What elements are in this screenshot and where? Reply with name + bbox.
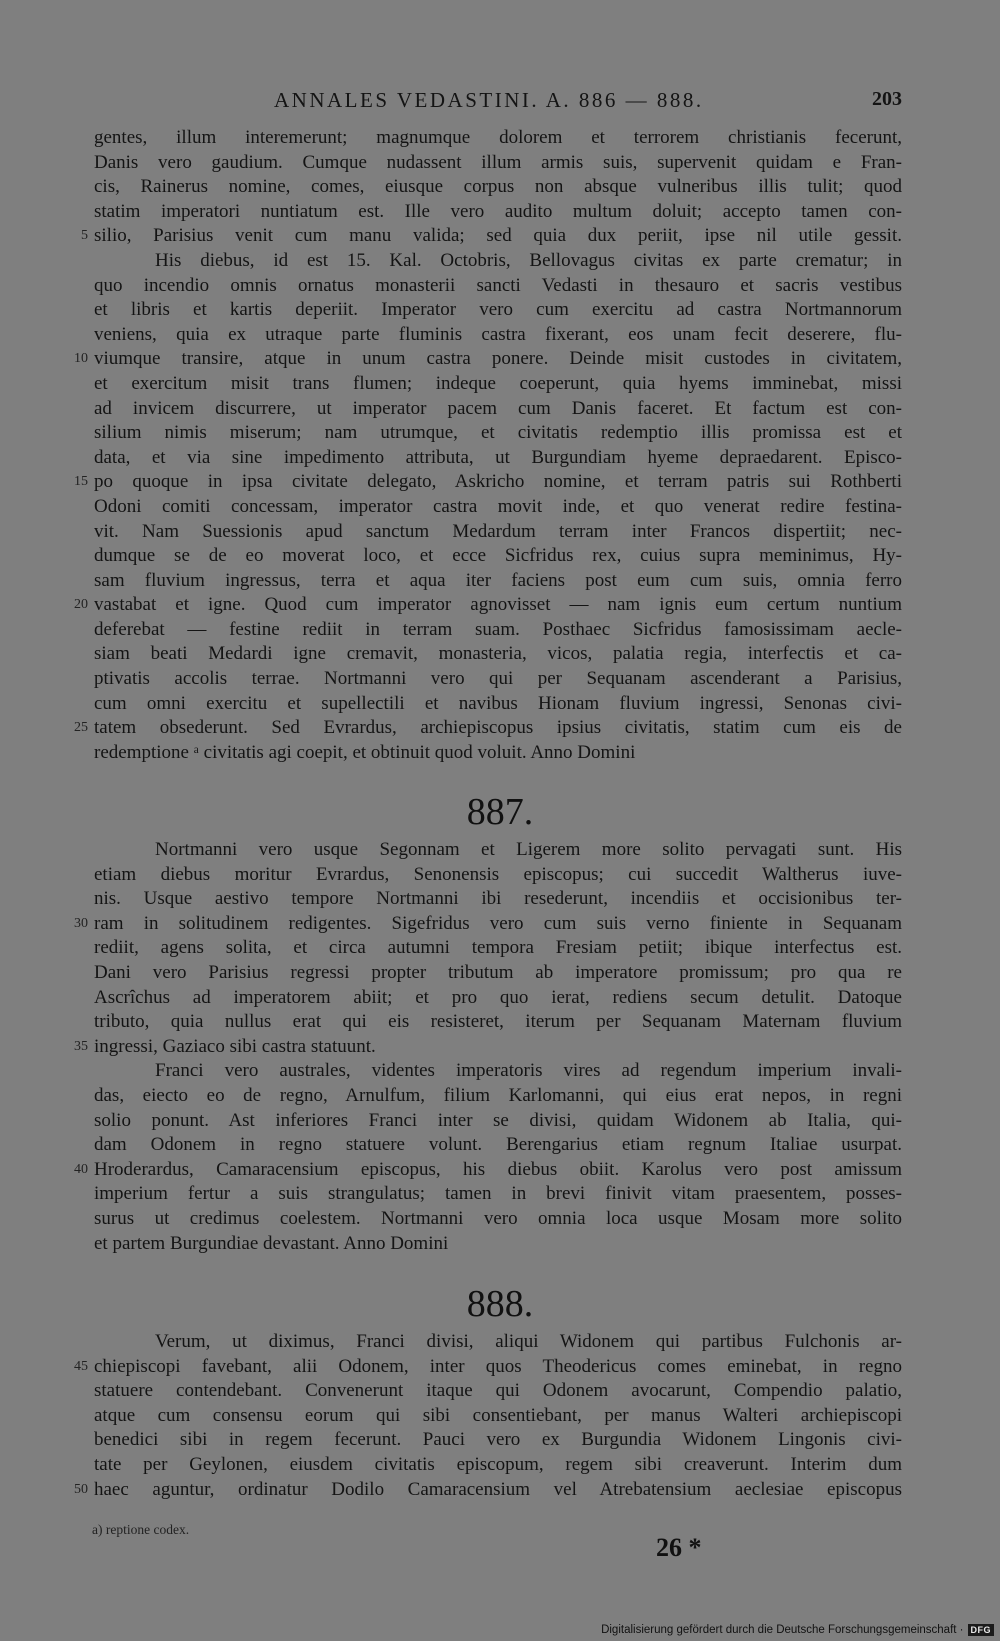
text-block-888: [74, 1330, 902, 1502]
text-line: [94, 175, 902, 200]
line-text: tributo, quia nullus erat qui eis resisteret, iterum per Sequanam Maternam fluvium: [94, 1011, 902, 1033]
text-line: [94, 741, 902, 766]
line-text: statim imperatori nuntiatum est. Ille vero audito multum doluit; accepto tamen con-: [94, 200, 902, 222]
text-line: [74, 1355, 902, 1380]
line-number: 45: [74, 1358, 88, 1374]
text-line: [94, 863, 902, 888]
line-text: ptivatis accolis terrae. Nortmanni vero qui per Sequanam ascenderant a Parisius,: [94, 668, 902, 690]
line-text: sam fluvium ingressus, terra et aqua iter faciens post eum cum suis, omnia ferro: [94, 569, 902, 591]
text-line: [74, 1035, 902, 1060]
text-line: [74, 470, 902, 495]
text-line: [94, 200, 902, 225]
line-text: tate per Geylonen, eiusdem civitatis episcopum, regem sibi creaverunt. Interim dum: [94, 1453, 902, 1475]
line-text: vit. Nam Suessionis apud sanctum Medardum terram inter Francos dispertiit; nec-: [94, 520, 902, 542]
line-number: 30: [74, 915, 88, 931]
line-text: haec aguntur, ordinatur Dodilo Camaracensium vel Atrebatensium aeclesiae episcopus: [94, 1478, 902, 1500]
text-line: [94, 1133, 902, 1158]
text-line: [94, 936, 902, 961]
text-line: [94, 249, 902, 274]
page-number: 203: [872, 88, 902, 110]
line-text: Dani vero Parisius regressi propter tributum ab imperatore promissum; pro qua re: [94, 961, 902, 983]
line-text: quo incendio omnis ornatus monasterii sancti Vedasti in thesauro et sacris vestibus: [94, 274, 902, 296]
line-number: 50: [74, 1481, 88, 1497]
page-header: [94, 88, 902, 116]
line-text: et exercitum misit trans flumen; indeque coeperunt, quia hyems imminebat, missi: [94, 372, 902, 394]
line-text: surus ut credimus coelestem. Nortmanni vero omnia loca usque Mosam more solito: [94, 1207, 902, 1229]
line-text: statuere contendebant. Convenerunt itaque qui Odonem avocarunt, Compendio palatio,: [94, 1380, 902, 1402]
text-line: [94, 323, 902, 348]
text-line: [94, 126, 902, 151]
line-text: viumque transire, atque in unum castra ponere. Deinde misit custodes in civitatem,: [94, 348, 902, 370]
line-text: vastabat et igne. Quod cum imperator agnovisset — nam ignis eum certum nuntium: [94, 594, 902, 616]
line-text: Ascrîchus ad imperatorem abiit; et pro quo ierat, rediens secum detulit. Datoque: [94, 986, 902, 1008]
text-line: [94, 520, 902, 545]
line-text: deferebat — festine rediit in terram suam. Posthaec Sicfridus famosissimam aecle-: [94, 618, 902, 640]
line-text: chiepiscopi favebant, alii Odonem, inter quos Theodericus comes eminebat, in regno: [94, 1355, 902, 1377]
year-heading-888: 888.: [466, 1283, 534, 1325]
line-text: siam beati Medardi igne cremavit, monasteria, vicos, palatia regia, interfectis et ca-: [94, 643, 902, 665]
line-text: cum omni exercitu et supellectili et navibus Hionam fluvium ingressi, Senonas civi-: [94, 692, 902, 714]
text-line: [94, 961, 902, 986]
line-text: solio ponunt. Ast inferiores Franci inter se divisi, quidam Widonem ab Italia, qui-: [94, 1109, 902, 1131]
line-text: nis. Usque aestivo tempore Nortmanni ibi resederunt, incendiis et occisionibus ter-: [94, 888, 902, 910]
text-block-887: [74, 838, 902, 1256]
line-text: Nortmanni vero usque Segonnam et Ligerem more solito pervagati sunt. His: [155, 839, 902, 860]
line-text: et partem Burgundiae devastant. Anno Domini: [94, 1232, 449, 1254]
line-text: ad invicem discurrere, ut imperator pacem cum Danis faceret. Et factum est con-: [94, 397, 902, 419]
line-text: tatem obsederunt. Sed Evrardus, archiepiscopus ipsius civitatis, statim cum eis de: [94, 717, 902, 739]
year-heading-887: 887.: [466, 791, 534, 833]
text-line: [74, 1478, 902, 1503]
line-number: 5: [81, 228, 88, 244]
text-line: [74, 347, 902, 372]
line-text: redemptione ᵃ civitatis agi coepit, et obtinuit quod voluit. Anno Domini: [94, 741, 636, 763]
line-text: das, eiecto eo de regno, Arnulfum, filium Karlomanni, qui eius erat nepos, in regni: [94, 1084, 902, 1106]
running-title: ANNALES VEDASTINI. A. 886 — 888.: [274, 88, 704, 112]
line-text: Hroderardus, Camaracensium episcopus, his diebus obiit. Karolus vero post amissum: [94, 1158, 902, 1180]
text-line: [94, 1232, 902, 1257]
text-line: [94, 1059, 902, 1084]
line-text: rediit, agens solita, et circa autumni tempora Fresiam petiit; ibique interfectus est.: [94, 937, 902, 959]
text-line: [94, 544, 902, 569]
line-text: atque cum consensu eorum qui sibi consentiebant, per manus Walteri archiepiscopi: [94, 1404, 902, 1426]
line-text: dumque se de eo moverat loco, et ecce Sicfridus rex, cuius supra meminimus, Hy-: [94, 545, 902, 567]
text-line: [94, 838, 902, 863]
digitization-footer: [601, 1622, 994, 1638]
text-line: [94, 1109, 902, 1134]
text-line: [94, 1428, 902, 1453]
footer-text: Digitalisierung gefördert durch die Deutsche Forschungsgemeinschaft ·: [601, 1624, 964, 1636]
line-number: 35: [74, 1038, 88, 1054]
line-text: Danis vero gaudium. Cumque nudassent illum armis suis, supervenit quidam e Fran-: [94, 151, 902, 173]
line-text: Odoni comiti concessam, imperator castra movit inde, et quo venerat redire festina-: [94, 495, 902, 517]
line-text: data, et via sine impedimento attributa, ut Burgundiam hyeme depraedarent. Episco-: [94, 446, 902, 468]
text-line: [94, 495, 902, 520]
line-text: Verum, ut diximus, Franci divisi, aliqui Widonem qui partibus Fulchonis ar-: [155, 1331, 902, 1352]
line-text: veniens, quia ex utraque parte fluminis castra fixerant, eos unam fecit deserere, flu-: [94, 323, 902, 345]
text-line: [94, 887, 902, 912]
text-line: [94, 397, 902, 422]
text-line: [94, 642, 902, 667]
text-line: [94, 667, 902, 692]
line-number: 40: [74, 1161, 88, 1177]
text-line: [94, 274, 902, 299]
line-number: 25: [74, 720, 88, 736]
text-line: [94, 1084, 902, 1109]
line-number: 20: [74, 597, 88, 613]
text-line: [94, 1182, 902, 1207]
text-line: [94, 1207, 902, 1232]
line-text: dam Odonem in regno statuere volunt. Berengarius etiam regnum Italiae usurpat.: [94, 1134, 902, 1156]
dfg-logo: DFG: [968, 1624, 995, 1636]
line-text: Franci vero australes, videntes imperatoris vires ad regendum imperium invali-: [155, 1060, 902, 1082]
text-line: [74, 912, 902, 937]
text-line: [94, 569, 902, 594]
line-text: imperium fertur a suis strangulatus; tamen in brevi finivit vitam praesentem, posses-: [94, 1183, 902, 1205]
line-text: ram in solitudinem redigentes. Sigefridus vero cum suis verno finiente in Sequanam: [94, 912, 902, 934]
line-text: cis, Rainerus nomine, comes, eiusque corpus non absque vulneribus illis tulit; quod: [94, 176, 902, 198]
text-line: [94, 1379, 902, 1404]
line-number: 10: [74, 351, 88, 367]
signature-mark: 26 *: [656, 1533, 702, 1562]
line-text: etiam diebus moritur Evrardus, Senonensis episcopus; cui succedit Waltherus iuve-: [94, 863, 902, 885]
line-text: silium nimis miserum; nam utrumque, et civitatis redemptio illis promissa est et: [94, 422, 902, 444]
text-line: [94, 986, 902, 1011]
line-number: 15: [74, 474, 88, 490]
text-line: [94, 1330, 902, 1355]
line-text: ingressi, Gaziaco sibi castra statuunt.: [94, 1035, 376, 1057]
text-line: [94, 1010, 902, 1035]
text-line: [94, 421, 902, 446]
text-line: [94, 618, 902, 643]
line-text: His diebus, id est 15. Kal. Octobris, Bellovagus civitas ex parte crematur; in: [155, 249, 902, 271]
line-text: gentes, illum interemerunt; magnumque dolorem et terrorem christianis fecerunt,: [94, 127, 902, 148]
text-line: [74, 1158, 902, 1183]
text-line: [94, 1404, 902, 1429]
text-line: [94, 446, 902, 471]
text-line: [94, 1453, 902, 1478]
footnote: a) reptione codex.: [92, 1522, 190, 1537]
line-text: et libris et kartis deperiit. Imperator vero cum exercitu ad castra Nortmannorum: [94, 299, 902, 321]
text-line: [94, 692, 902, 717]
text-line: [94, 151, 902, 176]
line-text: silio, Parisius venit cum manu valida; sed quia dux periit, ipse nil utile gessit.: [94, 225, 902, 247]
line-text: po quoque in ipsa civitate delegato, Askricho nomine, et terram patris sui Rothberti: [94, 471, 902, 493]
text-line: [74, 716, 902, 741]
text-block-886: [74, 126, 902, 765]
text-line: [74, 593, 902, 618]
line-text: benedici sibi in regem fecerunt. Pauci vero ex Burgundia Widonem Lingonis civi-: [94, 1429, 902, 1451]
text-line: [94, 372, 902, 397]
text-line: [94, 298, 902, 323]
text-line: [81, 224, 902, 249]
